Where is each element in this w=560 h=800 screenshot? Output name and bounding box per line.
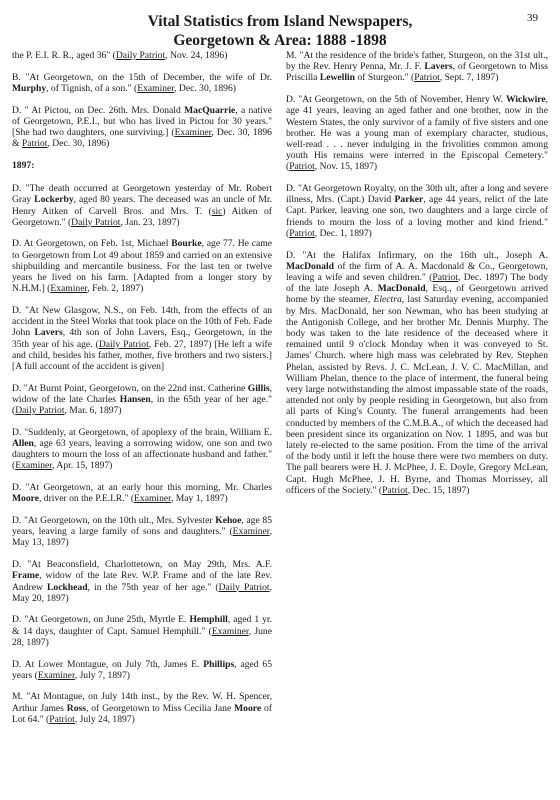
entry-text: D. "At Georgetown, on the 5th of November, Henry W. (286, 94, 506, 106)
surname: Wickwire (505, 94, 546, 106)
entry-text: , May 1, 1897) (170, 493, 228, 505)
entry-text: , Mar. 6, 1897) (64, 405, 122, 417)
record-entry (12, 427, 272, 472)
entry-text: , July 7, 1897) (74, 669, 130, 681)
page-header (0, 12, 560, 50)
entry-text: , in the 65th year of her age." ( (12, 393, 272, 417)
record-entry (12, 183, 272, 228)
entry-text: D. "At Burnt Point, Georgetown, on the 22nd inst. Catherine (12, 382, 248, 394)
surname: Parker (394, 194, 424, 206)
newspaper-title: Daily Patriot (15, 405, 65, 417)
entry-text: , widow of the late Charles (12, 382, 272, 405)
surname: Lewellin (319, 72, 356, 84)
record-entry (12, 515, 272, 549)
page-title: Vital Statistics from Island Newspapers, (147, 13, 413, 30)
surname: Lockerby (34, 194, 74, 206)
entry-text: B. "At Georgetown, on the 15th of December, the wife of Dr. (12, 71, 272, 83)
newspaper-title: Daily Patriot (218, 581, 270, 593)
newspaper-title: Patriot (49, 713, 75, 725)
surname: MacQuarrie (184, 104, 236, 116)
entry-text: , Dec. 1897) The body of the late Joseph A. (286, 271, 548, 295)
entry-text: D. "At New Glasgow, N.S., on Feb. 14th, from the effects of an accident in the Steel Works that took place on the 10th of Feb. Fade John (12, 304, 272, 339)
surname: MacDonald (377, 283, 426, 295)
record-entry (286, 183, 548, 239)
entry-text: , Sept. 7, 1897) (439, 72, 499, 84)
entry-text: , Dec. 15, 1897) (407, 484, 470, 496)
entry-text: , aged 80 years. The deceased was an uncle of Mr. Henry Aitken of Carvell Bros. and Mrs. T. ( (12, 194, 272, 217)
ship-name: Electra (373, 294, 402, 306)
newspaper-title: Patriot (289, 227, 315, 239)
entries-1897 (12, 183, 272, 725)
entry-text: D. " At Pictou, on Dec. 26th. Mrs. Donald (12, 104, 185, 116)
record-entry (12, 559, 272, 604)
entry-text: , Esq., of Georgetown arrived home by the steamer, (286, 283, 548, 306)
entry-text: of Sturgeon." ( (355, 72, 415, 84)
surname: Lavers (424, 61, 453, 73)
entry-text: of Lot 64." ( (12, 702, 272, 725)
page-subtitle: Georgetown & Area: 1888 -1898 (173, 32, 387, 49)
entry-text: , last Saturday evening, accompanied by Mrs. MacDonald, her son Newman, who has been studying at the Antigonish College, and her brother Mr. Dennis Murphy. The body was taken to the late residence of the deceased where it remained until 9 o'clock Monday when it was conveyed to St. James' Church. where high mass was celebrated by Rev. Stephen Phelan, assisted by Revs. J. C. McLean, J. V. C. MacMillan, and William Phelan, thence to the place of interment, the funeral being very large notwithstanding the almost impassable state of the roads, attended not only by people residing in Georgetown, but also from all parts of King's County. The funeral arrangements had been conducted by members of the C.M.B.A., of which the deceased had been president since its organization on Nov. 1 1895, and was but lately re-elected to the same position. From the time of the arrival of the body until it left the house there were two members on duty. The pall bearers were H. J. McPhee, J. E. Doyle, Gregory McLean, Capt. Hugh McPhee, J. H. Byrne, and Thomas Morrissey, all officers of the Society." ( (286, 294, 548, 496)
newspaper-title: sic (211, 205, 223, 217)
year-heading: 1897: (12, 159, 35, 171)
entries-right (286, 50, 548, 496)
record-entry (12, 383, 272, 417)
entry-text: , Jan. 23, 1897) (120, 216, 180, 228)
entry-text: , age 44 years, relict of the late Capt. Parker, leaving one son, two daughters and a large circle of friends to mourn the loss of a loving mother and kind friend." ( (286, 194, 548, 239)
record-entry (12, 691, 272, 725)
surname: Hemphill (189, 614, 228, 626)
entry-text: , Dec. 30, 1896 & (12, 127, 272, 150)
entry-text: the P. E.I. R. R., aged 36" ( (12, 50, 116, 61)
surname: MacDonald (286, 260, 334, 272)
entry-text: D. At Georgetown, on Feb. 1st, Michael (12, 238, 172, 250)
entry-text: D. "At Georgetown, at an early hour this morning, Mr. Charles (12, 482, 272, 494)
newspaper-title: Daily Patriot (98, 338, 149, 350)
entry-text: , age 85 years, leaving a large family of sons and daughters." ( (12, 515, 272, 538)
surname: Lockhead (47, 581, 88, 593)
entry-text: , aged 65 years ( (12, 658, 272, 681)
right-column (286, 50, 548, 507)
entries-1896 (12, 50, 272, 149)
surname: Lavers (34, 327, 63, 339)
entry-text: D. At Lower Montague, on July 7th, James E. (12, 658, 204, 670)
record-entry (12, 238, 272, 294)
surname: Kehoe (215, 515, 242, 526)
entry-text: , June 28, 1897) (12, 625, 272, 648)
newspaper-title: Examiner (15, 460, 53, 472)
entry-text: , Dec. 30, 1896) (47, 138, 110, 150)
surname: Hansen (119, 393, 151, 405)
entry-text: , age 63 years, leaving a sorrowing widow, one son and two daughters to mourn the loss of an affectionate husband and father." ( (12, 437, 272, 472)
entry-text: D. "At Beaconsfield, Charlottetown, on May 29th, Mrs. A.F. (12, 559, 272, 571)
surname: Allen (12, 437, 34, 449)
entry-text: , May 13, 1897) (12, 526, 272, 549)
entry-text: D. "At Georgetown Royalty, on the 30th ult, after a long and severe illness, Mrs. (Capt.) David (286, 183, 548, 206)
entry-text: , Dec. 1, 1897) (314, 227, 372, 239)
entry-text: M. "At the residence of the bride's father, Sturgeon, on the 31st ult., by the Rev. Henry Penna, Mr. J. F. (286, 50, 548, 73)
entry-text: , Feb. 27, 1897) [He left a wife and child, besides his father, mother, five brothers and two sisters.] [A full account of the accident is given] (12, 338, 272, 372)
surname: Moore (12, 493, 39, 505)
newspaper-title: Daily Patriot (71, 216, 121, 228)
entry-text: ) Aitken of Georgetown." ( (12, 205, 272, 228)
entry-text: D. "At Georgetown, on June 25th, Myrtle E. (12, 614, 190, 626)
entry-text: , of Tignish, of a son." ( (46, 82, 138, 94)
entry-text: M. "At Montague, on July 14th inst., by the Rev. W. H. Spencer, Arthur James (12, 691, 272, 714)
surname: Bourke (171, 238, 202, 250)
surname: Moore (234, 702, 262, 714)
entry-text: , May 20, 1897) (12, 581, 272, 604)
entry-text: D. "At Georgetown, on the 10th ult., Mrs. Sylvester (12, 515, 216, 526)
newspaper-title: Patriot (414, 72, 440, 84)
entry-text: , aged 1 yr. & 14 days, daughter of Capt. Samuel Hemphill." ( (12, 614, 272, 637)
record-entry (286, 250, 548, 496)
record-entry (12, 305, 272, 372)
newspaper-title: Patriot (432, 271, 458, 283)
surname: Ross (66, 702, 86, 714)
entry-text: , Apr. 15, 1897) (52, 460, 113, 472)
entry-text: , Dec. 30, 1896) (174, 82, 236, 94)
surname: Frame (12, 570, 40, 582)
entry-text: , 4th son of John Lavers, Esq., Georgetown, in the 35th year of his age. ( (12, 327, 273, 350)
entry-text: , age 41 years, leaving an aged father and one brother, now in the Western States, the only survivor of a family of five sisters and one brother. He was a young man of exemplary character, studious, well-read . . . never indulging in the frivolities common among youth His remains were interred in the Episcopal Cemetery." ( (286, 94, 548, 173)
entry-text: , a native of Georgetown, P.E.I., but who has lived in Pictou for 30 years." [She had two daughters, one surviving.] ( (12, 104, 272, 139)
entry-text: , widow of the late Rev. W.P. Frame and of the late Rev. Andrew (12, 570, 272, 593)
entry-text: , Nov. 15, 1897) (314, 161, 378, 173)
record-entry (12, 659, 272, 681)
entry-text: , driver on the P.E.I.R." ( (39, 493, 135, 505)
record-entry (12, 50, 272, 61)
record-entry (12, 105, 272, 150)
entry-text: , of Georgetown to Miss Priscilla (286, 61, 548, 84)
record-entry (12, 482, 272, 504)
newspaper-title: Examiner (174, 127, 212, 139)
entry-text: D. "At the Halifax Infirmary, on the 16th ult., Joseph A. (286, 249, 548, 261)
entry-text: , age 77. He came to Georgetown from Lot 49 about 1859 and carried on an extensive shipbuilding and mercantile business. For the last ten or twelve years he lived on his farm. [Adapted from a longer story by N.H.M.] ( (12, 238, 272, 295)
newspaper-title: Examiner (37, 669, 75, 681)
entry-text: , in the 75th year of her age." ( (87, 581, 219, 593)
record-entry (286, 50, 548, 84)
record-entry (12, 72, 272, 94)
record-entry (286, 94, 548, 172)
page-number: 39 (527, 12, 538, 24)
entry-text: D. "The death occurred at Georgetown yesterday of Mr. Robert Gray (12, 183, 272, 206)
entry-text: of the firm of A. A. Macdonald & Co., Georgetown, leaving a wife and seven children." ( (286, 260, 548, 283)
newspaper-title: Patriot (21, 138, 48, 150)
newspaper-title: Examiner (137, 82, 175, 94)
newspaper-title: Examiner (50, 283, 88, 295)
entry-text: , Nov. 24, 1896) (165, 50, 228, 61)
surname: Phillips (203, 658, 235, 670)
newspaper-title: Examiner (232, 526, 270, 538)
newspaper-title: Patriot (289, 161, 315, 173)
entry-text: , Feb. 2, 1897) (87, 283, 144, 295)
left-column (12, 50, 272, 736)
surname: Gillis (247, 382, 270, 394)
newspaper-title: Patriot (382, 484, 408, 496)
entry-text: D. "Suddenly, at Georgetown, of apoplexy of the brain, William E. (12, 426, 272, 438)
newspaper-title: Daily Patriot (115, 50, 166, 61)
newspaper-title: Examiner (134, 493, 171, 505)
entry-text: , of Georgetown to Miss Cecilia Jane (85, 702, 235, 714)
newspaper-title: Examiner (211, 625, 249, 637)
record-entry (12, 614, 272, 648)
surname: Murphy (12, 82, 47, 94)
entry-text: , July 24, 1897) (74, 713, 135, 725)
